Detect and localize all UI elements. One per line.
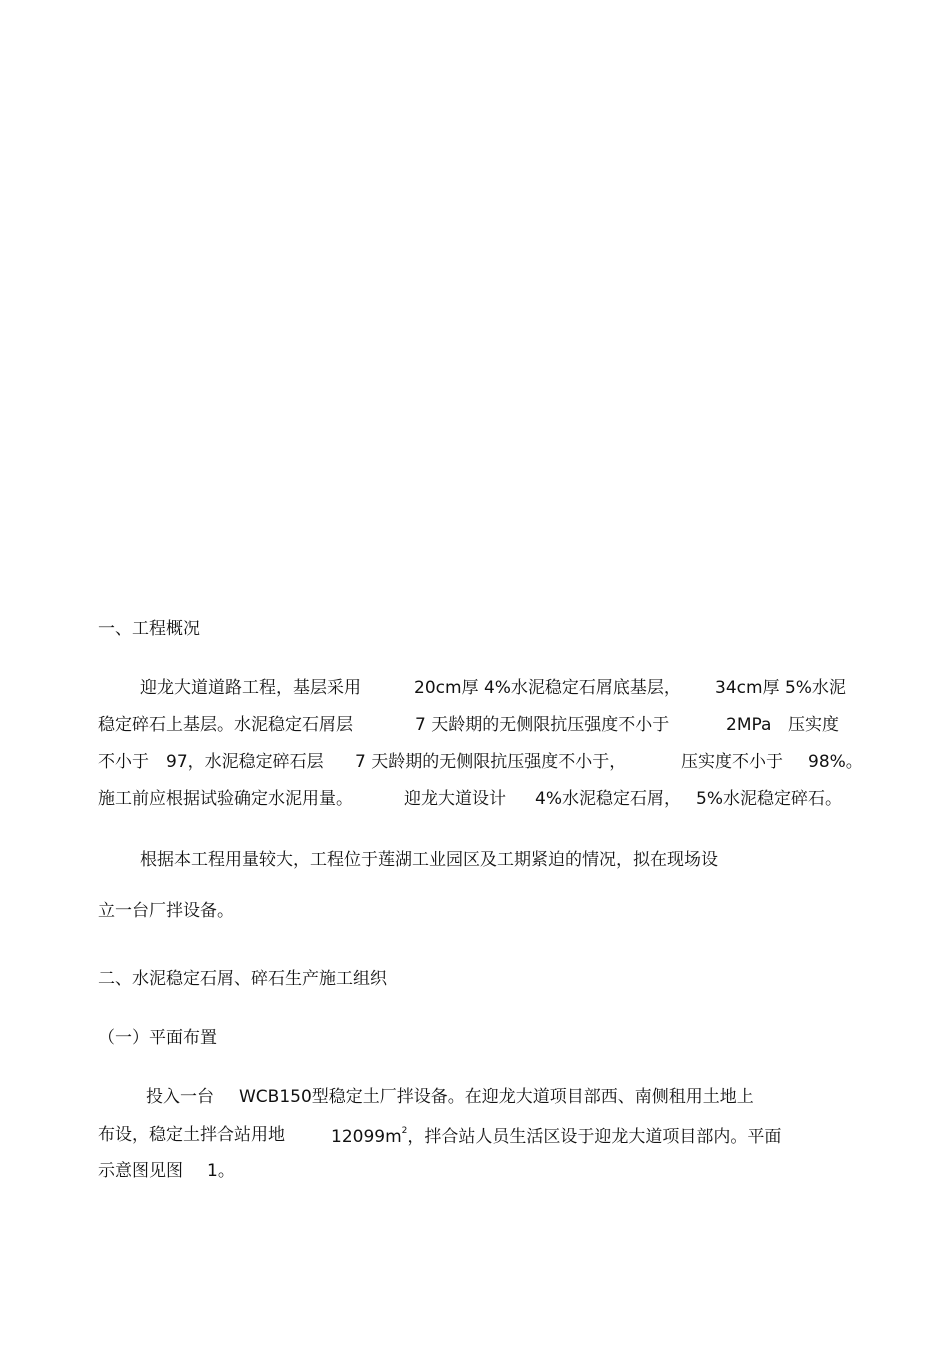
p1-l3-a: 不小于 [98, 752, 149, 772]
p1-l3-b: 97，水泥稳定碎石层 [166, 752, 324, 772]
area-superscript: 2 [401, 1126, 408, 1136]
p1-l4-b: 迎龙大道设计 [404, 789, 506, 809]
p3-l2-a: 布设，稳定土拌合站用地 [98, 1125, 285, 1145]
p1-l4-d: 5%水泥稳定碎石。 [696, 789, 842, 809]
p3-l2-c: ，拌合站人员生活区设于迎龙大道项目部内。平面 [407, 1127, 782, 1147]
subsection-heading-1: （一）平面布置 [98, 1028, 217, 1048]
p2-l2: 立一台厂拌设备。 [98, 901, 234, 921]
section-heading-2: 二、水泥稳定石屑、碎石生产施工组织 [98, 969, 387, 989]
p1-l2-a: 稳定碎石上基层。水泥稳定石屑层 [98, 715, 353, 735]
p3-l3-b: 1。 [207, 1161, 235, 1181]
section-heading-1: 一、工程概况 [98, 619, 200, 639]
p1-l2-b: 7 天龄期的无侧限抗压强度不小于 [415, 715, 670, 735]
p1-l2-c: 2MPa [726, 715, 772, 735]
p1-l4-a: 施工前应根据试验确定水泥用量。 [98, 789, 353, 809]
p1-l1-a: 迎龙大道道路工程，基层采用 [140, 678, 361, 698]
p1-l4-c: 4%水泥稳定石屑， [535, 789, 681, 809]
p1-l3-d: 压实度不小于 [681, 752, 783, 772]
p1-l1-c: 34cm厚 5%水泥 [715, 678, 846, 698]
p3-l2-b [331, 1127, 781, 1146]
area-value: 12099m [331, 1127, 402, 1147]
p3-l1-b: WCB150型稳定土厂拌设备。在迎龙大道项目部西、南侧租用土地上 [239, 1087, 754, 1107]
p1-l3-e: 98%。 [808, 752, 863, 772]
p2-l1: 根据本工程用量较大，工程位于莲湖工业园区及工期紧迫的情况，拟在现场设 [140, 850, 718, 870]
p1-l2-d: 压实度 [788, 715, 839, 735]
p1-l1-b: 20cm厚 4%水泥稳定石屑底基层， [414, 678, 681, 698]
p1-l3-c: 7 天龄期的无侧限抗压强度不小于， [355, 752, 627, 772]
p3-l3-a: 示意图见图 [98, 1161, 183, 1181]
p3-l1-a: 投入一台 [146, 1087, 214, 1107]
